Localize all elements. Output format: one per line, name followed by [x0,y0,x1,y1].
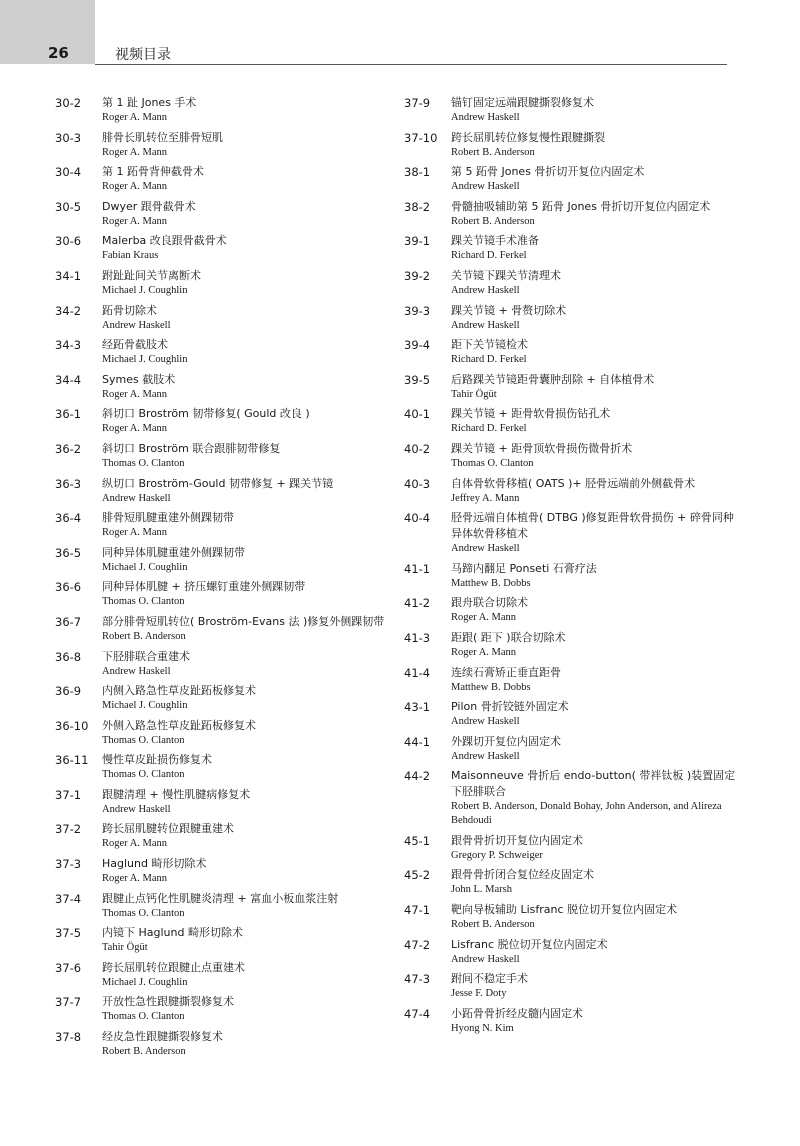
list-item[interactable] [55,891,385,921]
video-number: 47-1 [404,903,431,918]
video-authors: Andrew Haskell [451,543,520,555]
video-title: 腓骨短肌腱重建外侧踝韧带 [102,511,234,525]
video-title: Symes 截肢术 [102,372,176,386]
video-title: 慢性草皮趾损伤修复术 [102,753,212,767]
video-number: 37-3 [55,857,82,872]
list-item[interactable] [55,510,385,540]
right-column [404,95,744,1040]
video-authors: Gregory P. Schweiger [451,849,543,861]
video-authors: Andrew Haskell [102,665,171,677]
list-item[interactable] [55,441,385,471]
list-item[interactable] [404,130,744,160]
video-title: 跟腱清理 + 慢性肌腱病修复术 [102,787,251,801]
video-title: 马蹄内翻足 Ponseti 石膏疗法 [451,561,597,575]
list-item[interactable] [55,925,385,955]
video-authors: Tahir Ögüt [102,942,148,954]
video-number: 30-5 [55,199,82,214]
video-number: 36-8 [55,649,82,664]
video-authors: Roger A. Mann [102,527,168,539]
video-title: 第 1 跖骨背伸截骨术 [102,165,204,179]
list-item[interactable] [404,768,744,828]
list-item[interactable] [404,510,744,556]
video-title: Maisonneuve 骨折后 endo-button( 带袢钛板 )装置固定下胫腓联合 [451,769,736,799]
list-item[interactable] [55,268,385,298]
video-title: 跗间不稳定手术 [451,972,528,986]
video-title: 踝关节镜 + 骨赘切除术 [451,303,567,317]
video-number: 34-1 [55,268,82,283]
video-authors: Robert B. Anderson [451,919,535,931]
list-item[interactable] [55,303,385,333]
video-title: Malerba 改良跟骨截骨术 [102,234,227,248]
video-authors: Robert B. Anderson [102,1046,186,1058]
video-authors: John L. Marsh [451,884,512,896]
list-item[interactable] [55,787,385,817]
video-title: 经皮急性跟腱撕裂修复术 [102,1030,223,1044]
video-title: 后路踝关节镜距骨囊肿刮除 + 自体植骨术 [451,372,655,386]
video-number: 36-3 [55,476,82,491]
video-title: 踝关节镜 + 距骨顶软骨损伤微骨折术 [451,441,633,455]
video-number: 37-7 [55,995,82,1010]
video-title: 第 1 趾 Jones 手术 [102,96,197,109]
list-item[interactable] [404,1006,744,1036]
video-title: 经跖骨截肢术 [102,338,168,352]
video-authors: Richard D. Ferkel [451,250,527,262]
list-item[interactable] [404,902,744,932]
video-number: 37-8 [55,1030,82,1045]
video-number: 37-9 [404,96,431,110]
video-authors: Robert B. Anderson [451,146,535,158]
list-item[interactable] [404,372,744,402]
video-number: 40-4 [404,511,431,526]
list-item[interactable] [404,971,744,1001]
list-item[interactable] [404,199,744,229]
video-authors: Fabian Kraus [102,250,159,262]
list-item[interactable] [404,665,744,695]
video-number: 39-4 [404,338,431,353]
video-title: 跟舟联合切除术 [451,596,528,610]
video-title: 跟骨骨折切开复位内固定术 [451,833,583,847]
video-title: 跨长屈肌转位跟腱止点重建术 [102,960,245,974]
video-number: 37-10 [404,130,438,145]
list-item[interactable] [404,867,744,897]
list-item[interactable] [404,595,744,625]
video-authors: Roger A. Mann [102,423,168,435]
video-title: Dwyer 跟骨截骨术 [102,199,196,213]
video-title: 斜切口 Broström 联合跟腓韧带修复 [102,441,281,455]
video-number: 38-2 [404,199,431,214]
video-authors: Thomas O. Clanton [102,769,185,781]
video-title: 同种异体肌腱重建外侧踝韧带 [102,545,245,559]
video-authors: Roger A. Mann [102,112,168,123]
video-authors: Michael J. Coughlin [102,354,188,366]
video-title: 跟腱止点钙化性肌腱炎清理 + 富血小板血浆注射 [102,891,339,905]
video-authors: Matthew B. Dobbs [451,577,531,589]
video-authors: Andrew Haskell [451,750,520,762]
video-number: 36-11 [55,753,89,768]
video-title: Haglund 畸形切除术 [102,857,207,871]
video-title: 锚钉固定远端跟腱撕裂修复术 [451,96,594,109]
list-item[interactable] [55,718,385,748]
video-number: 34-4 [55,372,82,387]
video-title: 跖骨切除术 [102,303,157,317]
video-authors: Andrew Haskell [451,319,520,331]
video-title: 下胫腓联合重建术 [102,649,190,663]
list-item[interactable] [404,95,744,125]
video-authors: Thomas O. Clanton [102,596,185,608]
video-title: 开放性急性跟腱撕裂修复术 [102,995,234,1009]
video-authors: Michael J. Coughlin [102,561,188,573]
video-number: 39-5 [404,372,431,387]
video-number: 47-2 [404,937,431,952]
video-number: 40-1 [404,407,431,422]
list-item[interactable] [55,614,385,644]
video-title: 小跖骨骨折经皮髓内固定术 [451,1006,583,1020]
video-number: 36-2 [55,441,82,456]
video-title: 自体骨软骨移植( OATS )+ 胫骨远端前外侧截骨术 [451,476,696,490]
video-title: 第 5 跖骨 Jones 骨折切开复位内固定术 [451,165,645,179]
list-item[interactable] [404,937,744,967]
video-title: 踝关节镜手术准备 [451,234,539,248]
video-authors: Roger A. Mann [102,838,168,850]
video-title: 骨髓抽吸辅助第 5 跖骨 Jones 骨折切开复位内固定术 [451,199,711,213]
video-number: 36-10 [55,718,89,733]
list-item[interactable] [55,960,385,990]
video-number: 41-4 [404,665,431,680]
video-title: 胫骨远端自体植骨( DTBG )修复距骨软骨损伤 + 碎骨同种异体软骨移植术 [451,511,734,541]
video-title: 跟骨骨折闭合复位经皮固定术 [451,868,594,882]
video-number: 36-5 [55,545,82,560]
video-number: 34-2 [55,303,82,318]
video-number: 37-1 [55,787,82,802]
video-authors: Roger A. Mann [102,146,168,158]
video-title: 腓骨长肌转位至腓骨短肌 [102,130,223,144]
list-item[interactable] [404,441,744,471]
video-number: 39-2 [404,268,431,283]
video-title: 内镜下 Haglund 畸形切除术 [102,926,243,940]
video-authors: Roger A. Mann [102,181,168,193]
list-item[interactable] [55,199,385,229]
video-authors: Roger A. Mann [451,612,517,624]
header-divider [95,64,727,65]
video-title: 斜切口 Broström 韧带修复( Gould 改良 ) [102,407,310,421]
page-number: 26 [48,44,69,62]
video-title: Pilon 骨折铰链外固定术 [451,700,569,714]
video-number: 36-4 [55,511,82,526]
list-item[interactable] [55,752,385,782]
list-item[interactable] [404,561,744,591]
video-authors: Michael J. Coughlin [102,284,188,296]
video-title: 内侧入路急性草皮趾跖板修复术 [102,684,256,698]
video-number: 36-9 [55,684,82,699]
video-authors: Roger A. Mann [451,646,517,658]
video-number: 37-2 [55,822,82,837]
video-title: 跗趾趾间关节离断术 [102,268,201,282]
video-number: 45-2 [404,868,431,883]
video-number: 47-4 [404,1006,431,1021]
video-title: Lisfranc 脱位切开复位内固定术 [451,937,608,951]
video-authors: Andrew Haskell [102,319,171,331]
video-number: 30-6 [55,234,82,249]
list-item[interactable] [404,630,744,660]
list-item[interactable] [404,699,744,729]
video-number: 30-4 [55,165,82,180]
video-authors: Jeffrey A. Mann [451,492,520,504]
video-authors: Hyong N. Kim [451,1022,514,1034]
page-title: 视频目录 [115,47,171,63]
left-column [55,95,385,1064]
list-item[interactable] [404,268,744,298]
list-item[interactable] [55,994,385,1024]
video-authors: Robert B. Anderson [451,215,535,227]
list-item[interactable] [55,233,385,263]
video-title: 靶向导板辅助 Lisfranc 脱位切开复位内固定术 [451,903,678,917]
video-title: 外侧入路急性草皮趾跖板修复术 [102,718,256,732]
list-item[interactable] [55,95,385,125]
video-authors: Thomas O. Clanton [102,457,185,469]
list-item[interactable] [55,579,385,609]
video-authors: Tahir Ögüt [451,388,497,400]
video-authors: Roger A. Mann [102,215,168,227]
video-authors: Thomas O. Clanton [102,907,185,919]
video-number: 30-3 [55,130,82,145]
video-authors: Richard D. Ferkel [451,423,527,435]
list-item[interactable] [404,833,744,863]
video-authors: Jesse F. Doty [451,988,507,1000]
video-number: 39-1 [404,234,431,249]
video-title: 同种异体肌腱 + 挤压螺钉重建外侧踝韧带 [102,580,306,594]
video-authors: Andrew Haskell [102,803,171,815]
list-item[interactable] [55,130,385,160]
list-item[interactable] [55,649,385,679]
video-title: 距下关节镜检术 [451,338,528,352]
video-number: 40-3 [404,476,431,491]
list-item[interactable] [55,476,385,506]
list-item[interactable] [55,164,385,194]
list-item[interactable] [55,1029,385,1059]
video-number: 45-1 [404,833,431,848]
video-authors: Thomas O. Clanton [102,1011,185,1023]
video-authors: Andrew Haskell [451,112,520,123]
video-number: 41-3 [404,630,431,645]
video-number: 34-3 [55,338,82,353]
video-number: 37-4 [55,891,82,906]
video-number: 43-1 [404,700,431,715]
video-number: 37-6 [55,960,82,975]
list-item[interactable] [55,683,385,713]
list-item[interactable] [404,476,744,506]
list-item[interactable] [404,164,744,194]
video-number: 36-6 [55,580,82,595]
list-item[interactable] [404,233,744,263]
list-item[interactable] [404,406,744,436]
video-number: 36-7 [55,614,82,629]
video-title: 连续石膏矫正垂直距骨 [451,665,561,679]
video-title: 外踝切开复位内固定术 [451,734,561,748]
video-authors: Andrew Haskell [451,181,520,193]
video-authors: Andrew Haskell [102,492,171,504]
video-authors: Andrew Haskell [451,716,520,728]
list-item[interactable] [404,734,744,764]
video-number: 30-2 [55,96,82,110]
video-title: 关节镜下踝关节清理术 [451,268,561,282]
video-authors: Matthew B. Dobbs [451,681,531,693]
video-number: 41-1 [404,561,431,576]
video-authors: Robert B. Anderson, Donald Bohay, John Anderson, and Alireza Behdoudi [451,801,722,827]
video-title: 踝关节镜 + 距骨软骨损伤钻孔术 [451,407,611,421]
video-authors: Robert B. Anderson [102,630,186,642]
list-item[interactable] [404,337,744,367]
video-number: 36-1 [55,407,82,422]
video-authors: Thomas O. Clanton [451,457,534,469]
list-item[interactable] [55,856,385,886]
video-authors: Michael J. Coughlin [102,976,188,988]
video-authors: Thomas O. Clanton [102,734,185,746]
video-authors: Michael J. Coughlin [102,700,188,712]
list-item[interactable] [55,372,385,402]
video-authors: Roger A. Mann [102,388,168,400]
list-item[interactable] [55,406,385,436]
video-authors: Richard D. Ferkel [451,354,527,366]
video-authors: Andrew Haskell [451,284,520,296]
video-number: 37-5 [55,926,82,941]
video-title: 部分腓骨短肌转位( Broström-Evans 法 )修复外侧踝韧带 [102,614,385,628]
list-item[interactable] [55,337,385,367]
video-number: 44-1 [404,734,431,749]
list-item[interactable] [55,821,385,851]
video-number: 47-3 [404,972,431,987]
video-authors: Roger A. Mann [102,873,168,885]
video-number: 40-2 [404,441,431,456]
video-authors: Andrew Haskell [451,953,520,965]
video-number: 38-1 [404,165,431,180]
list-item[interactable] [55,545,385,575]
list-item[interactable] [404,303,744,333]
video-number: 39-3 [404,303,431,318]
video-title: 纵切口 Broström-Gould 韧带修复 + 踝关节镜 [102,476,334,490]
video-title: 跨长屈肌转位修复慢性跟腱撕裂 [451,130,605,144]
video-number: 44-2 [404,769,431,784]
video-number: 41-2 [404,596,431,611]
video-title: 距跟( 距下 )联合切除术 [451,630,566,644]
video-title: 跨长屈肌腱转位跟腱重建术 [102,822,234,836]
